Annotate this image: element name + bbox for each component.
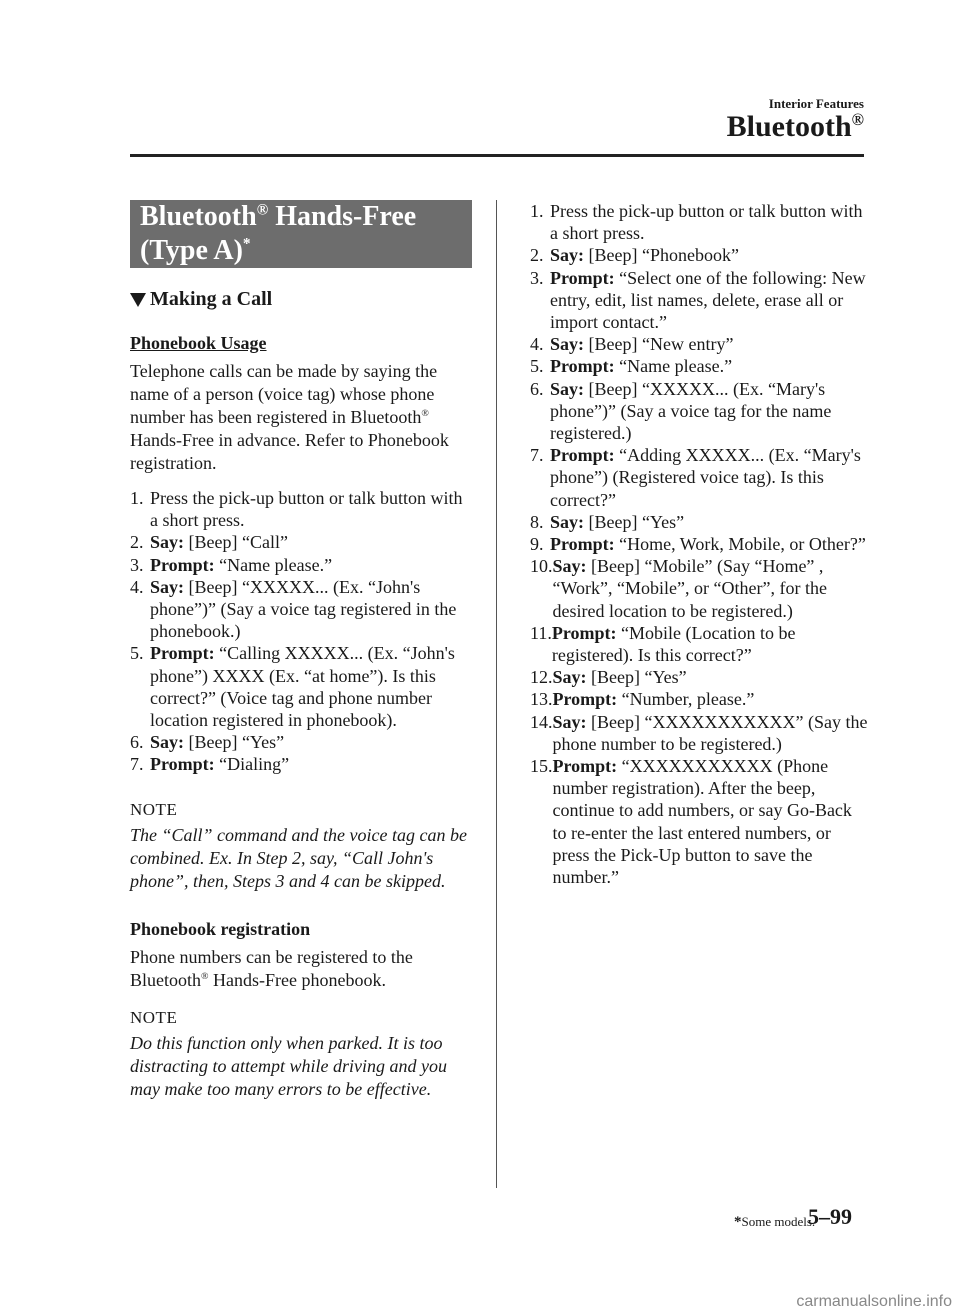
note-label: NOTE — [130, 799, 178, 819]
registered-mark: ® — [256, 201, 269, 219]
step-item — [530, 444, 870, 511]
step-item — [130, 753, 472, 775]
step-text: Prompt: “Select one of the following: New entry, edit, list names, delete, erase all or import contact.” — [550, 267, 866, 333]
intro-text-b: Hands-Free in advance. Refer to Phonebook registration. — [130, 430, 449, 473]
subhead-making-a-call — [130, 288, 472, 311]
asterisk-mark: * — [242, 235, 251, 253]
step-label: Say: — [150, 732, 185, 753]
step-label: Say: — [552, 711, 587, 732]
step-number: 1. — [130, 488, 144, 508]
registered-mark: ® — [201, 970, 209, 982]
step-number: 9. — [530, 534, 544, 555]
step-item — [530, 533, 870, 555]
step-number: 10. — [530, 556, 553, 577]
step-item — [130, 487, 472, 531]
step-number: 3. — [130, 554, 144, 575]
header-title — [727, 110, 864, 144]
step-label: Say: — [150, 576, 185, 597]
step-label: Say: — [550, 511, 585, 532]
step-label: Prompt: — [550, 267, 615, 288]
step-text: Prompt: “Name please.” — [150, 554, 333, 575]
step-text: Press the pick-up button or talk button with a short press. — [150, 488, 463, 531]
step-text: Prompt: “Name please.” — [550, 356, 733, 377]
step-label: Say: — [552, 667, 587, 688]
step-label: Prompt: — [552, 756, 618, 777]
step-item — [530, 755, 870, 888]
intro-text-a: Telephone calls can be made by saying the name of a person (voice tag) whose phone number has been registered in Bluetooth — [130, 361, 438, 427]
step-number: 2. — [130, 532, 144, 553]
header-rule — [130, 154, 864, 157]
step-text: Prompt: “Calling XXXXX... (Ex. “John's phone”) XXXX (Ex. “at home”). Is this correct?” (Voice tag and phone number location registered in phonebook). — [150, 643, 455, 731]
step-text: Say: [Beep] “Mobile” (Say “Home” , “Work”, “Mobile”, or “Other”, for the desired location to be registered.) — [552, 556, 827, 621]
section-title-box — [130, 200, 472, 268]
step-number: 2. — [530, 245, 544, 266]
step-number: 8. — [530, 511, 544, 532]
step-item — [530, 244, 870, 266]
step-item — [530, 200, 870, 244]
step-text: Prompt: “XXXXXXXXXXX (Phone number registration). After the beep, continue to add numbers, or say Go-Back to re-enter the last entered numbers, or press the Pick-Up button to save the number.” — [552, 756, 852, 888]
intro-paragraph — [130, 360, 472, 475]
step-number: 3. — [530, 267, 544, 288]
step-number: 1. — [530, 201, 544, 221]
step-item — [530, 711, 870, 755]
header-section: Interior Features — [768, 96, 864, 111]
step-item — [530, 555, 870, 622]
step-number: 12. — [530, 667, 553, 688]
step-item — [130, 731, 472, 753]
right-column — [530, 200, 870, 888]
step-text: Prompt: “Mobile (Location to be registered). Is this correct?” — [551, 622, 796, 666]
step-text: Prompt: “Adding XXXXX... (Ex. “Mary's phone”) (Registered voice tag). Is this correct?” — [550, 445, 861, 510]
step-number: 7. — [530, 445, 544, 466]
step-text: Prompt: “Dialing” — [150, 754, 290, 775]
step-text: Prompt: “Number, please.” — [552, 689, 755, 710]
title-text: Bluetooth — [140, 201, 257, 232]
step-number: 7. — [130, 754, 144, 775]
reg-text-b: Hands-Free phonebook. — [208, 969, 386, 990]
step-label: Say: — [150, 532, 185, 553]
registered-mark: ® — [421, 408, 429, 419]
step-item — [130, 554, 472, 576]
registered-mark: ® — [851, 110, 864, 129]
step-number: 15. — [530, 756, 553, 777]
step-label: Say: — [550, 378, 585, 399]
page-number: 5–99 — [808, 1204, 852, 1229]
step-text: Say: [Beep] “XXXXXXXXXXX” (Say the phone number to be registered.) — [552, 711, 868, 754]
step-label: Prompt: — [552, 689, 618, 710]
step-text: Say: [Beep] “Yes” — [550, 511, 685, 532]
note-text: The “Call” command and the voice tag can be combined. Ex. In Step 2, say, “Call John's phone”, then, Steps 3 and 4 can be skipped. — [130, 824, 467, 891]
section-title-line1 — [140, 200, 472, 234]
step-item — [530, 378, 870, 445]
step-label: Say: — [552, 556, 587, 577]
registration-steps-list — [530, 200, 870, 888]
step-text: Say: [Beep] “XXXXX... (Ex. “Mary's phone”)” (Say a voice tag for the name registered.) — [550, 378, 832, 444]
step-item — [530, 355, 870, 377]
step-item — [530, 333, 870, 355]
step-item — [530, 511, 870, 533]
left-column — [130, 200, 472, 1101]
step-number: 6. — [530, 378, 544, 399]
step-label: Prompt: — [550, 534, 615, 555]
step-number: 11. — [530, 622, 552, 643]
step-item — [530, 622, 870, 666]
step-text: Say: [Beep] “Call” — [150, 532, 288, 553]
reg-text-a: Phone numbers can be registered to the Bluetooth — [130, 946, 413, 990]
note-text-2: Do this function only when parked. It is too distracting to attempt while driving and you may make too many errors to be effective. — [130, 1032, 447, 1099]
subhead-text: Making a Call — [150, 288, 273, 310]
step-label: Prompt: — [150, 554, 215, 575]
title-text-rest: Hands-Free — [268, 201, 417, 232]
step-label: Say: — [550, 334, 585, 355]
step-number: 4. — [530, 334, 544, 355]
step-label: Prompt: — [551, 622, 617, 643]
header-title-text: Bluetooth — [726, 110, 852, 143]
step-number: 5. — [130, 643, 144, 664]
step-label: Prompt: — [150, 754, 215, 775]
triangle-down-icon — [130, 293, 146, 307]
column-divider — [496, 200, 497, 1188]
step-label: Prompt: — [550, 445, 615, 466]
watermark: carmanualsonline.info — [796, 1293, 952, 1310]
step-item — [130, 531, 472, 553]
step-label: Prompt: — [150, 643, 215, 664]
step-text: Say: [Beep] “Yes” — [150, 732, 285, 753]
step-text: Say: [Beep] “Yes” — [552, 667, 687, 688]
footer-note — [734, 1214, 815, 1231]
step-item — [130, 642, 472, 731]
phonebook-usage-heading: Phonebook Usage — [130, 333, 267, 353]
note-label-2: NOTE — [130, 1007, 178, 1027]
step-label: Say: — [550, 245, 585, 266]
step-label: Prompt: — [550, 356, 615, 377]
step-number: 4. — [130, 576, 144, 597]
footer-asterisk: * — [734, 1214, 742, 1230]
step-text: Press the pick-up button or talk button with a short press. — [550, 201, 863, 244]
step-number: 14. — [530, 711, 553, 732]
step-item — [130, 576, 472, 643]
phonebook-registration-heading: Phonebook registration — [130, 918, 311, 939]
step-item — [530, 666, 870, 688]
step-number: 13. — [530, 689, 553, 710]
step-number: 6. — [130, 732, 144, 753]
step-text: Say: [Beep] “New entry” — [550, 334, 734, 355]
step-text: Say: [Beep] “XXXXX... (Ex. “John's phone”)” (Say a voice tag registered in the phonebook.) — [150, 576, 457, 642]
section-title-line2 — [140, 234, 472, 268]
footer-note-text: Some models. — [741, 1214, 816, 1229]
step-item — [530, 688, 870, 710]
registration-paragraph — [130, 946, 472, 992]
step-text: Say: [Beep] “Phonebook” — [550, 245, 739, 266]
title-line2-text: (Type A) — [140, 235, 243, 266]
call-steps-list — [130, 487, 472, 776]
step-number: 5. — [530, 356, 544, 377]
step-item — [530, 267, 870, 334]
step-text: Prompt: “Home, Work, Mobile, or Other?” — [550, 534, 866, 555]
